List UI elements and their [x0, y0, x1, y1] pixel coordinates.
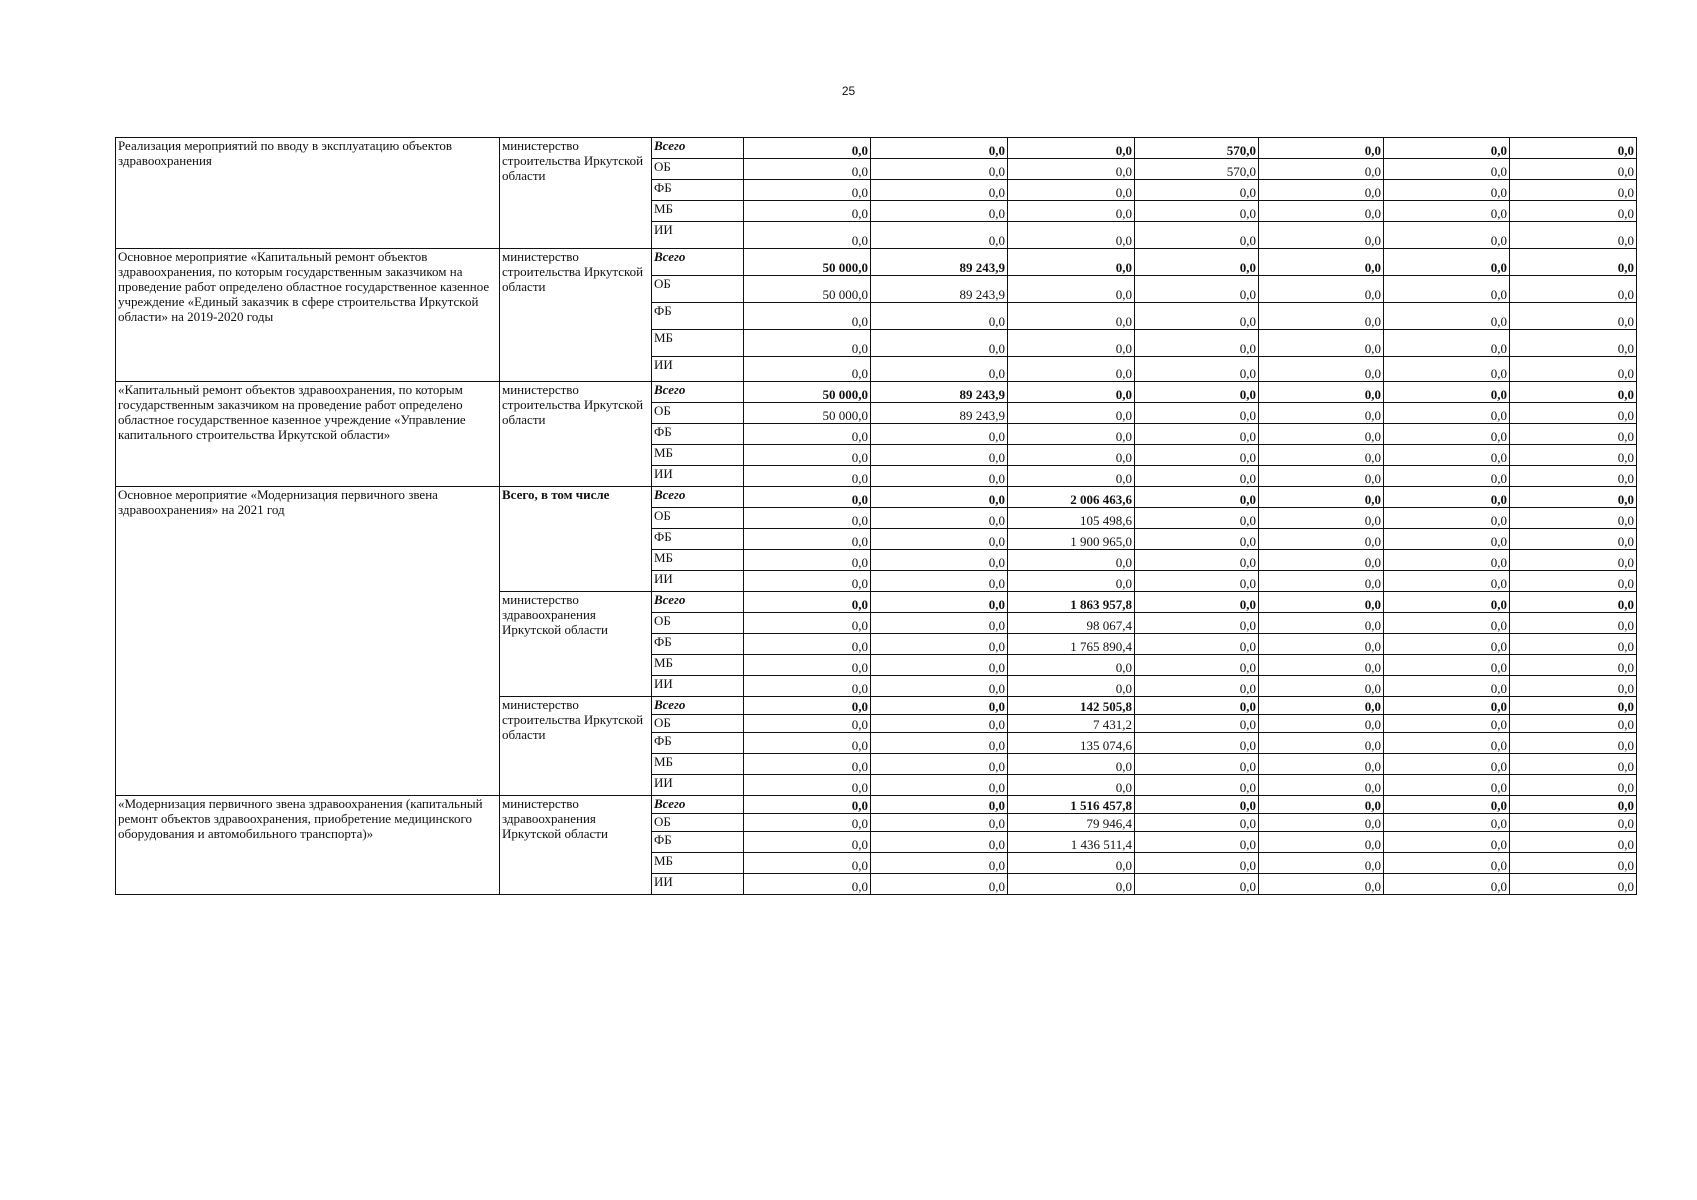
amount-cell: 0,0 — [1008, 754, 1135, 775]
measure-description: «Капитальный ремонт объектов здравоохранения, по которым государственным заказчиком на проведение работ определено областное государственное казенное учреждение «Управление капитального строительства Иркутской области» — [116, 382, 500, 487]
amount-cell: 0,0 — [871, 357, 1008, 382]
amount-cell: 0,0 — [1259, 249, 1384, 276]
amount-cell: 0,0 — [1259, 357, 1384, 382]
amount-cell: 0,0 — [744, 303, 871, 330]
amount-cell: 0,0 — [1510, 403, 1637, 424]
funding-source: ОБ — [652, 814, 744, 832]
amount-cell: 0,0 — [744, 159, 871, 180]
amount-cell: 0,0 — [1384, 159, 1510, 180]
amount-cell: 0,0 — [1384, 715, 1510, 733]
funding-source: ИИ — [652, 222, 744, 249]
amount-cell: 0,0 — [1384, 814, 1510, 832]
amount-cell: 0,0 — [1008, 424, 1135, 445]
amount-cell: 89 243,9 — [871, 382, 1008, 403]
amount-cell: 0,0 — [1135, 853, 1259, 874]
amount-cell: 0,0 — [1384, 853, 1510, 874]
amount-cell: 0,0 — [1384, 550, 1510, 571]
amount-cell: 0,0 — [744, 676, 871, 697]
amount-cell: 0,0 — [744, 613, 871, 634]
amount-cell: 0,0 — [1259, 874, 1384, 895]
table-row — [116, 487, 1637, 508]
amount-cell: 0,0 — [1135, 466, 1259, 487]
amount-cell: 0,0 — [1510, 466, 1637, 487]
amount-cell: 0,0 — [1510, 330, 1637, 357]
funding-source: ОБ — [652, 715, 744, 733]
amount-cell: 98 067,4 — [1008, 613, 1135, 634]
funding-source: ФБ — [652, 424, 744, 445]
amount-cell: 0,0 — [1008, 138, 1135, 159]
amount-cell: 0,0 — [1510, 222, 1637, 249]
measure-description: Реализация мероприятий по вводу в эксплуатацию объектов здравоохранения — [116, 138, 500, 249]
amount-cell: 0,0 — [871, 508, 1008, 529]
funding-source: ОБ — [652, 403, 744, 424]
amount-cell: 0,0 — [1259, 487, 1384, 508]
executor-cell: министерство здравоохранения Иркутской области — [500, 592, 652, 697]
amount-cell: 89 243,9 — [871, 249, 1008, 276]
measure-description: Основное мероприятие «Модернизация первичного звена здравоохранения» на 2021 год — [116, 487, 500, 796]
amount-cell: 0,0 — [871, 853, 1008, 874]
amount-cell: 0,0 — [1384, 592, 1510, 613]
amount-cell: 0,0 — [1510, 357, 1637, 382]
amount-cell: 0,0 — [1510, 276, 1637, 303]
amount-cell: 0,0 — [1008, 222, 1135, 249]
amount-cell: 0,0 — [1135, 487, 1259, 508]
amount-cell: 0,0 — [1135, 613, 1259, 634]
amount-cell: 0,0 — [1259, 330, 1384, 357]
amount-cell: 0,0 — [871, 330, 1008, 357]
amount-cell: 0,0 — [1259, 571, 1384, 592]
amount-cell: 0,0 — [1510, 733, 1637, 754]
amount-cell: 105 498,6 — [1008, 508, 1135, 529]
amount-cell: 0,0 — [1259, 303, 1384, 330]
amount-cell: 0,0 — [1259, 592, 1384, 613]
amount-cell: 0,0 — [1135, 550, 1259, 571]
amount-cell: 0,0 — [1135, 357, 1259, 382]
amount-cell: 0,0 — [744, 754, 871, 775]
table-row — [116, 249, 1637, 276]
amount-cell: 0,0 — [871, 715, 1008, 733]
funding-source: ИИ — [652, 466, 744, 487]
amount-cell: 50 000,0 — [744, 403, 871, 424]
amount-cell: 0,0 — [1259, 613, 1384, 634]
amount-cell: 0,0 — [1510, 796, 1637, 814]
amount-cell: 0,0 — [1384, 403, 1510, 424]
amount-cell: 0,0 — [871, 571, 1008, 592]
amount-cell: 0,0 — [1510, 592, 1637, 613]
amount-cell: 0,0 — [1008, 180, 1135, 201]
amount-cell: 0,0 — [871, 466, 1008, 487]
funding-source: Всего — [652, 697, 744, 715]
amount-cell: 0,0 — [1384, 445, 1510, 466]
table-row — [116, 796, 1637, 814]
amount-cell: 0,0 — [1510, 180, 1637, 201]
amount-cell: 0,0 — [744, 655, 871, 676]
amount-cell: 0,0 — [1259, 445, 1384, 466]
amount-cell: 1 436 511,4 — [1008, 832, 1135, 853]
amount-cell: 0,0 — [1510, 159, 1637, 180]
amount-cell: 0,0 — [1259, 832, 1384, 853]
amount-cell: 89 243,9 — [871, 403, 1008, 424]
funding-source: ФБ — [652, 180, 744, 201]
funding-source: ИИ — [652, 676, 744, 697]
amount-cell: 0,0 — [1135, 330, 1259, 357]
amount-cell: 0,0 — [1135, 832, 1259, 853]
funding-source: ФБ — [652, 733, 744, 754]
amount-cell: 0,0 — [744, 357, 871, 382]
amount-cell: 0,0 — [1384, 222, 1510, 249]
amount-cell: 0,0 — [1135, 201, 1259, 222]
amount-cell: 0,0 — [1384, 466, 1510, 487]
amount-cell: 0,0 — [1259, 382, 1384, 403]
amount-cell: 0,0 — [1259, 715, 1384, 733]
amount-cell: 0,0 — [1510, 508, 1637, 529]
amount-cell: 0,0 — [744, 508, 871, 529]
amount-cell: 0,0 — [1384, 487, 1510, 508]
amount-cell: 0,0 — [1510, 715, 1637, 733]
funding-source: МБ — [652, 550, 744, 571]
amount-cell: 0,0 — [1384, 832, 1510, 853]
amount-cell: 50 000,0 — [744, 249, 871, 276]
amount-cell: 0,0 — [1510, 754, 1637, 775]
amount-cell: 0,0 — [871, 303, 1008, 330]
amount-cell: 0,0 — [744, 874, 871, 895]
amount-cell: 1 765 890,4 — [1008, 634, 1135, 655]
amount-cell: 0,0 — [1510, 424, 1637, 445]
funding-source: ОБ — [652, 159, 744, 180]
amount-cell: 0,0 — [1008, 445, 1135, 466]
amount-cell: 0,0 — [1510, 676, 1637, 697]
amount-cell: 0,0 — [1135, 276, 1259, 303]
funding-source: Всего — [652, 796, 744, 814]
amount-cell: 0,0 — [871, 424, 1008, 445]
funding-source: МБ — [652, 201, 744, 222]
amount-cell: 0,0 — [871, 796, 1008, 814]
funding-source: Всего — [652, 592, 744, 613]
funding-source: ФБ — [652, 832, 744, 853]
amount-cell: 0,0 — [1135, 796, 1259, 814]
amount-cell: 0,0 — [1384, 508, 1510, 529]
amount-cell: 0,0 — [744, 330, 871, 357]
amount-cell: 0,0 — [1135, 571, 1259, 592]
amount-cell: 0,0 — [1008, 466, 1135, 487]
table-row — [116, 138, 1637, 159]
amount-cell: 0,0 — [1384, 330, 1510, 357]
amount-cell: 1 863 957,8 — [1008, 592, 1135, 613]
amount-cell: 0,0 — [1510, 445, 1637, 466]
amount-cell: 0,0 — [1510, 529, 1637, 550]
amount-cell: 0,0 — [871, 159, 1008, 180]
funding-source: ИИ — [652, 357, 744, 382]
amount-cell: 0,0 — [744, 529, 871, 550]
amount-cell: 0,0 — [1259, 222, 1384, 249]
amount-cell: 0,0 — [1510, 249, 1637, 276]
amount-cell: 135 074,6 — [1008, 733, 1135, 754]
amount-cell: 0,0 — [1384, 733, 1510, 754]
amount-cell: 0,0 — [871, 874, 1008, 895]
amount-cell: 0,0 — [871, 754, 1008, 775]
amount-cell: 7 431,2 — [1008, 715, 1135, 733]
amount-cell: 0,0 — [1384, 754, 1510, 775]
amount-cell: 0,0 — [1384, 613, 1510, 634]
amount-cell: 0,0 — [1259, 550, 1384, 571]
page-number: 25 — [841, 84, 856, 98]
amount-cell: 0,0 — [1135, 754, 1259, 775]
funding-source: ИИ — [652, 775, 744, 796]
amount-cell: 0,0 — [1259, 403, 1384, 424]
amount-cell: 0,0 — [871, 814, 1008, 832]
amount-cell: 570,0 — [1135, 159, 1259, 180]
amount-cell: 0,0 — [1510, 853, 1637, 874]
amount-cell: 0,0 — [1135, 676, 1259, 697]
amount-cell: 0,0 — [1135, 697, 1259, 715]
amount-cell: 570,0 — [1135, 138, 1259, 159]
amount-cell: 0,0 — [1510, 382, 1637, 403]
amount-cell: 0,0 — [1384, 655, 1510, 676]
amount-cell: 0,0 — [744, 592, 871, 613]
amount-cell: 50 000,0 — [744, 382, 871, 403]
amount-cell: 0,0 — [1135, 592, 1259, 613]
amount-cell: 0,0 — [744, 201, 871, 222]
amount-cell: 0,0 — [744, 733, 871, 754]
amount-cell: 0,0 — [871, 487, 1008, 508]
amount-cell: 0,0 — [744, 445, 871, 466]
amount-cell: 0,0 — [1510, 550, 1637, 571]
amount-cell: 0,0 — [1510, 634, 1637, 655]
funding-source: ИИ — [652, 874, 744, 895]
amount-cell: 0,0 — [1384, 634, 1510, 655]
amount-cell: 0,0 — [744, 424, 871, 445]
amount-cell: 0,0 — [1008, 676, 1135, 697]
funding-source: ФБ — [652, 529, 744, 550]
amount-cell: 0,0 — [1259, 276, 1384, 303]
amount-cell: 0,0 — [1259, 853, 1384, 874]
amount-cell: 0,0 — [1135, 529, 1259, 550]
amount-cell: 0,0 — [1259, 655, 1384, 676]
funding-source: ИИ — [652, 571, 744, 592]
amount-cell: 50 000,0 — [744, 276, 871, 303]
funding-source: МБ — [652, 754, 744, 775]
amount-cell: 1 516 457,8 — [1008, 796, 1135, 814]
amount-cell: 0,0 — [1510, 303, 1637, 330]
amount-cell: 0,0 — [1384, 357, 1510, 382]
amount-cell: 0,0 — [1384, 424, 1510, 445]
amount-cell: 0,0 — [1135, 655, 1259, 676]
amount-cell: 0,0 — [1259, 529, 1384, 550]
amount-cell: 0,0 — [1510, 775, 1637, 796]
amount-cell: 0,0 — [1008, 550, 1135, 571]
amount-cell: 0,0 — [1510, 814, 1637, 832]
amount-cell: 0,0 — [1510, 613, 1637, 634]
amount-cell: 0,0 — [1008, 775, 1135, 796]
funding-source: Всего — [652, 249, 744, 276]
executor-cell: министерство строительства Иркутской области — [500, 249, 652, 382]
amount-cell: 0,0 — [871, 445, 1008, 466]
amount-cell: 89 243,9 — [871, 276, 1008, 303]
amount-cell: 0,0 — [1135, 180, 1259, 201]
amount-cell: 0,0 — [871, 676, 1008, 697]
amount-cell: 0,0 — [871, 733, 1008, 754]
executor-cell: министерство строительства Иркутской области — [500, 697, 652, 796]
amount-cell: 0,0 — [1384, 676, 1510, 697]
funding-source: Всего — [652, 382, 744, 403]
table-row — [116, 382, 1637, 403]
amount-cell: 0,0 — [744, 571, 871, 592]
amount-cell: 0,0 — [1259, 814, 1384, 832]
amount-cell: 0,0 — [1510, 138, 1637, 159]
executor-cell: министерство строительства Иркутской области — [500, 138, 652, 249]
amount-cell: 0,0 — [1008, 159, 1135, 180]
amount-cell: 79 946,4 — [1008, 814, 1135, 832]
amount-cell: 0,0 — [1259, 796, 1384, 814]
amount-cell: 0,0 — [744, 832, 871, 853]
amount-cell: 0,0 — [1384, 529, 1510, 550]
amount-cell: 0,0 — [871, 613, 1008, 634]
funding-source: МБ — [652, 330, 744, 357]
funding-source: ОБ — [652, 276, 744, 303]
amount-cell: 0,0 — [871, 655, 1008, 676]
amount-cell: 0,0 — [1135, 249, 1259, 276]
amount-cell: 0,0 — [1135, 222, 1259, 249]
amount-cell: 0,0 — [1008, 571, 1135, 592]
amount-cell: 1 900 965,0 — [1008, 529, 1135, 550]
amount-cell: 0,0 — [871, 201, 1008, 222]
amount-cell: 0,0 — [1384, 249, 1510, 276]
amount-cell: 0,0 — [1259, 697, 1384, 715]
amount-cell: 0,0 — [744, 853, 871, 874]
amount-cell: 0,0 — [871, 180, 1008, 201]
amount-cell: 0,0 — [744, 715, 871, 733]
amount-cell: 0,0 — [1384, 571, 1510, 592]
amount-cell: 0,0 — [1384, 697, 1510, 715]
funding-source: МБ — [652, 445, 744, 466]
amount-cell: 0,0 — [744, 466, 871, 487]
amount-cell: 0,0 — [744, 550, 871, 571]
amount-cell: 0,0 — [1259, 775, 1384, 796]
measure-description: Основное мероприятие «Капитальный ремонт объектов здравоохранения, по которым государственным заказчиком на проведение работ определено областное государственное казенное учреждение «Единый заказчик в сфере строительства Иркутской области» на 2019-2020 годы — [116, 249, 500, 382]
amount-cell: 0,0 — [1135, 775, 1259, 796]
amount-cell: 0,0 — [1384, 796, 1510, 814]
funding-source: ОБ — [652, 613, 744, 634]
amount-cell: 0,0 — [1135, 814, 1259, 832]
amount-cell: 0,0 — [1008, 303, 1135, 330]
amount-cell: 0,0 — [1008, 201, 1135, 222]
amount-cell: 0,0 — [1008, 249, 1135, 276]
amount-cell: 0,0 — [1384, 180, 1510, 201]
amount-cell: 0,0 — [1510, 832, 1637, 853]
amount-cell: 0,0 — [744, 697, 871, 715]
amount-cell: 0,0 — [744, 634, 871, 655]
funding-source: МБ — [652, 853, 744, 874]
amount-cell: 0,0 — [1135, 634, 1259, 655]
amount-cell: 0,0 — [744, 222, 871, 249]
amount-cell: 0,0 — [1008, 330, 1135, 357]
amount-cell: 0,0 — [1510, 571, 1637, 592]
amount-cell: 0,0 — [1384, 138, 1510, 159]
amount-cell: 0,0 — [871, 529, 1008, 550]
amount-cell: 0,0 — [1259, 634, 1384, 655]
amount-cell: 0,0 — [1135, 303, 1259, 330]
amount-cell: 0,0 — [1008, 874, 1135, 895]
amount-cell: 0,0 — [1008, 357, 1135, 382]
amount-cell: 0,0 — [744, 775, 871, 796]
amount-cell: 0,0 — [1384, 775, 1510, 796]
amount-cell: 0,0 — [1008, 382, 1135, 403]
amount-cell: 0,0 — [1510, 487, 1637, 508]
amount-cell: 0,0 — [1259, 424, 1384, 445]
executor-cell: министерство строительства Иркутской области — [500, 382, 652, 487]
executor-cell: Всего, в том числе — [500, 487, 652, 592]
amount-cell: 0,0 — [1135, 874, 1259, 895]
amount-cell: 0,0 — [1384, 382, 1510, 403]
measure-description: «Модернизация первичного звена здравоохранения (капитальный ремонт объектов здравоохранения, приобретение медицинского оборудования и автомобильного транспорта)» — [116, 796, 500, 895]
amount-cell: 0,0 — [1259, 508, 1384, 529]
amount-cell: 0,0 — [1135, 424, 1259, 445]
amount-cell: 0,0 — [871, 550, 1008, 571]
amount-cell: 0,0 — [1259, 201, 1384, 222]
amount-cell: 0,0 — [1384, 303, 1510, 330]
amount-cell: 0,0 — [1259, 138, 1384, 159]
amount-cell: 0,0 — [871, 138, 1008, 159]
amount-cell: 0,0 — [744, 814, 871, 832]
amount-cell: 0,0 — [871, 222, 1008, 249]
amount-cell: 0,0 — [1510, 697, 1637, 715]
funding-source: Всего — [652, 487, 744, 508]
amount-cell: 0,0 — [1510, 874, 1637, 895]
amount-cell: 0,0 — [1259, 159, 1384, 180]
amount-cell: 0,0 — [871, 832, 1008, 853]
amount-cell: 0,0 — [1135, 382, 1259, 403]
amount-cell: 0,0 — [1259, 733, 1384, 754]
amount-cell: 0,0 — [1259, 466, 1384, 487]
amount-cell: 0,0 — [1510, 201, 1637, 222]
amount-cell: 0,0 — [1135, 733, 1259, 754]
funding-source: МБ — [652, 655, 744, 676]
executor-cell: министерство здравоохранения Иркутской области — [500, 796, 652, 895]
amount-cell: 0,0 — [1135, 715, 1259, 733]
amount-cell: 2 006 463,6 — [1008, 487, 1135, 508]
amount-cell: 0,0 — [1259, 180, 1384, 201]
amount-cell: 0,0 — [1008, 655, 1135, 676]
amount-cell: 0,0 — [1384, 201, 1510, 222]
amount-cell: 0,0 — [1008, 853, 1135, 874]
amount-cell: 142 505,8 — [1008, 697, 1135, 715]
amount-cell: 0,0 — [1510, 655, 1637, 676]
amount-cell: 0,0 — [744, 796, 871, 814]
amount-cell: 0,0 — [744, 138, 871, 159]
funding-source: Всего — [652, 138, 744, 159]
amount-cell: 0,0 — [1008, 276, 1135, 303]
amount-cell: 0,0 — [744, 487, 871, 508]
amount-cell: 0,0 — [871, 592, 1008, 613]
funding-source: ФБ — [652, 634, 744, 655]
funding-source: ФБ — [652, 303, 744, 330]
funding-source: ОБ — [652, 508, 744, 529]
amount-cell: 0,0 — [744, 180, 871, 201]
amount-cell: 0,0 — [1384, 874, 1510, 895]
amount-cell: 0,0 — [1008, 403, 1135, 424]
amount-cell: 0,0 — [871, 775, 1008, 796]
amount-cell: 0,0 — [1135, 508, 1259, 529]
amount-cell: 0,0 — [871, 634, 1008, 655]
amount-cell: 0,0 — [1384, 276, 1510, 303]
amount-cell: 0,0 — [1135, 445, 1259, 466]
amount-cell: 0,0 — [871, 697, 1008, 715]
amount-cell: 0,0 — [1135, 403, 1259, 424]
amount-cell: 0,0 — [1259, 754, 1384, 775]
budget-table — [115, 137, 1637, 895]
amount-cell: 0,0 — [1259, 676, 1384, 697]
